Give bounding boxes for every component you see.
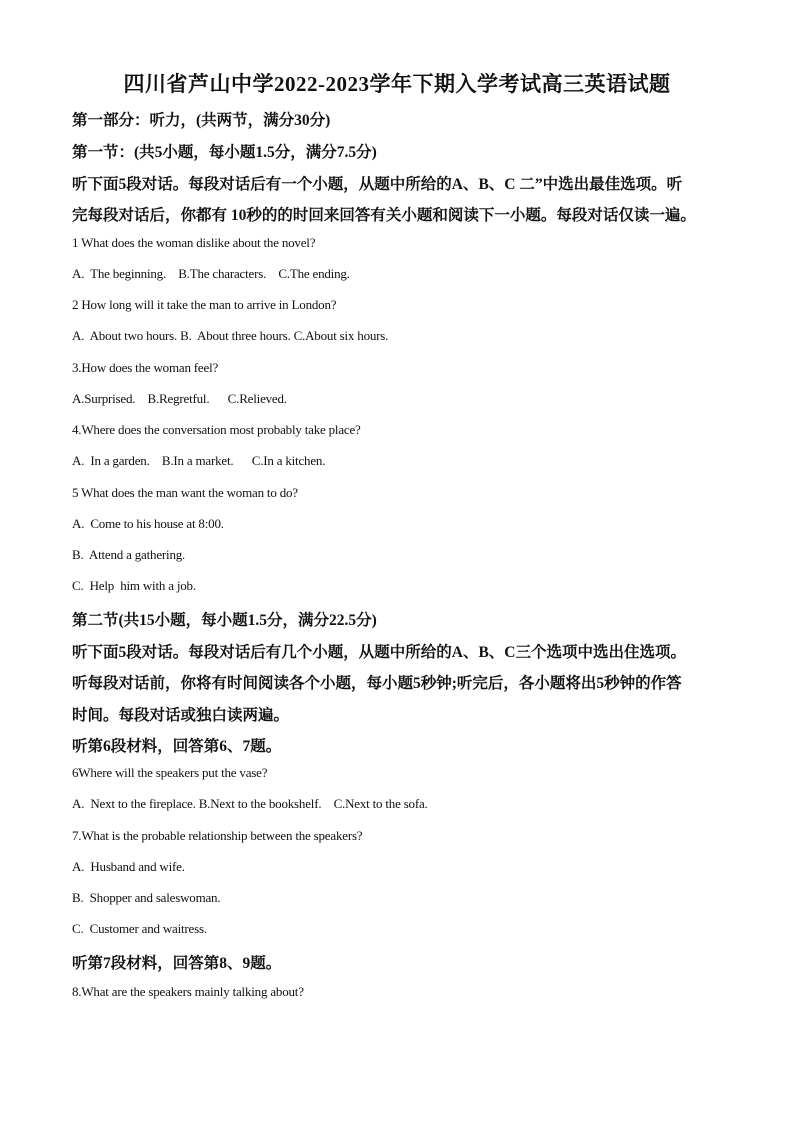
- question-5-option-a: A. Come to his house at 8:00.: [72, 516, 224, 531]
- question-7-option-b: B. Shopper and saleswoman.: [72, 890, 221, 905]
- exam-title: 四川省芦山中学2022-2023学年下期入学考试高三英语试题: [123, 72, 671, 96]
- question-3-stem: 3.How does the woman feel?: [72, 360, 219, 375]
- question-4-stem: 4.Where does the conversation most probably take place?: [72, 422, 361, 437]
- question-4-options: A. In a garden. B.In a market. C.In a kitchen.: [72, 453, 326, 468]
- question-5-stem: 5 What does the man want the woman to do?: [72, 485, 298, 500]
- question-2-options: A. About two hours. B. About three hours. C.About six hours.: [72, 328, 389, 343]
- section1-heading: 第一节：(共5小题，每小题1.5分，满分7.5分): [72, 144, 377, 161]
- question-2-stem: 2 How long will it take the man to arrive in London?: [72, 297, 337, 312]
- section2-instructions-line1: 听下面5段对话。每段对话后有几个小题，从题中所给的A、B、C三个选项中选出住选项。: [72, 644, 686, 661]
- material-6-heading: 听第6段材料，回答第6、7题。: [72, 738, 282, 755]
- section1-instructions-line1: 听下面5段对话。每段对话后有一个小题，从题中所给的A、B、C 二”中选出最佳选项。听: [72, 176, 683, 193]
- question-7-stem: 7.What is the probable relationship between the speakers?: [72, 828, 363, 843]
- section2-instructions-line2: 听每段对话前，你将有时间阅读各个小题，每小题5秒钟;听完后，各小题将出5秒钟的作答: [72, 675, 682, 692]
- question-7-option-a: A. Husband and wife.: [72, 859, 185, 874]
- question-5-option-c: C. Help him with a job.: [72, 578, 196, 593]
- question-6-options: A. Next to the fireplace. B.Next to the bookshelf. C.Next to the sofa.: [72, 796, 428, 811]
- question-6-stem: 6Where will the speakers put the vase?: [72, 765, 268, 780]
- question-8-stem: 8.What are the speakers mainly talking about?: [72, 984, 304, 999]
- material-7-heading: 听第7段材料，回答第8、9题。: [72, 955, 282, 972]
- question-1-stem: 1 What does the woman dislike about the novel?: [72, 235, 316, 250]
- part1-heading: 第一部分：听力，(共两节，满分30分): [72, 112, 331, 129]
- question-7-option-c: C. Customer and waitress.: [72, 921, 207, 936]
- section2-instructions-line3: 时间。每段对话或独白读两遍。: [72, 707, 290, 724]
- question-3-options: A.Surprised. B.Regretful. C.Relieved.: [72, 391, 287, 406]
- section2-heading: 第二节(共15小题，每小题1.5分，满分22.5分): [72, 612, 377, 629]
- question-5-option-b: B. Attend a gathering.: [72, 547, 186, 562]
- question-1-options: A. The beginning. B.The characters. C.The ending.: [72, 266, 350, 281]
- section1-instructions-line2: 完每段对话后，你都有 10秒的的时回来回答有关小题和阅读下一小题。每段对话仅读一遍。: [72, 207, 696, 224]
